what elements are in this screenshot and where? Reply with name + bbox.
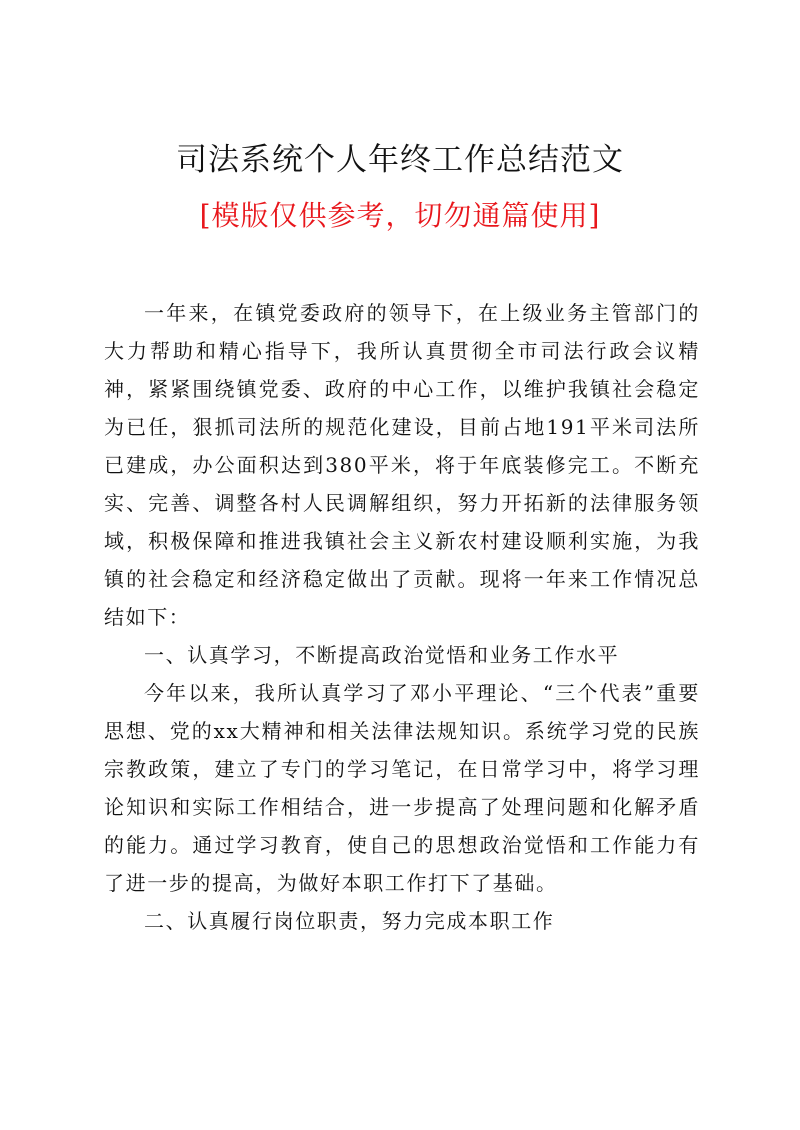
section-heading-1: 一、认真学习，不断提高政治觉悟和业务工作水平 bbox=[144, 643, 620, 667]
template-notice: [模版仅供参考，切勿通篇使用] bbox=[199, 199, 601, 232]
paragraph-intro: 一年来，在镇党委政府的领导下，在上级业务主管部门的大力帮助和精心指导下，我所认真贯彻全市司法行政会议精神，紧紧围绕镇党委、政府的中心工作，以维护我镇社会稳定为已任，狠抓司法所的规范化建设，目前占地191平米司法所已建成，办公面积达到380平米，将于年底装修完工。不断充实、完善、调整各村人民调解组织，努力开拓新的法律服务领域，积极保障和推进我镇社会主义新农村建设顺利实施，为我镇的社会稳定和经济稳定做出了贡献。现将一年来工作情况总结如下： bbox=[104, 301, 700, 629]
document-title: 司法系统个人年终工作总结范文 bbox=[176, 142, 624, 178]
paragraph-study: 今年以来，我所认真学习了邓小平理论、“三个代表”重要思想、党的xx大精神和相关法律法规知识。系统学习党的民族宗教政策，建立了专门的学习笔记，在日常学习中，将学习理论知识和实际工作相结合，进一步提高了处理问题和化解矛盾的能力。通过学习教育，使自己的思想政治觉悟和工作能力有了进一步的提高，为做好本职工作打下了基础。 bbox=[104, 681, 700, 895]
section-heading-2: 二、认真履行岗位职责，努力完成本职工作 bbox=[144, 909, 555, 933]
document-body bbox=[104, 294, 700, 940]
